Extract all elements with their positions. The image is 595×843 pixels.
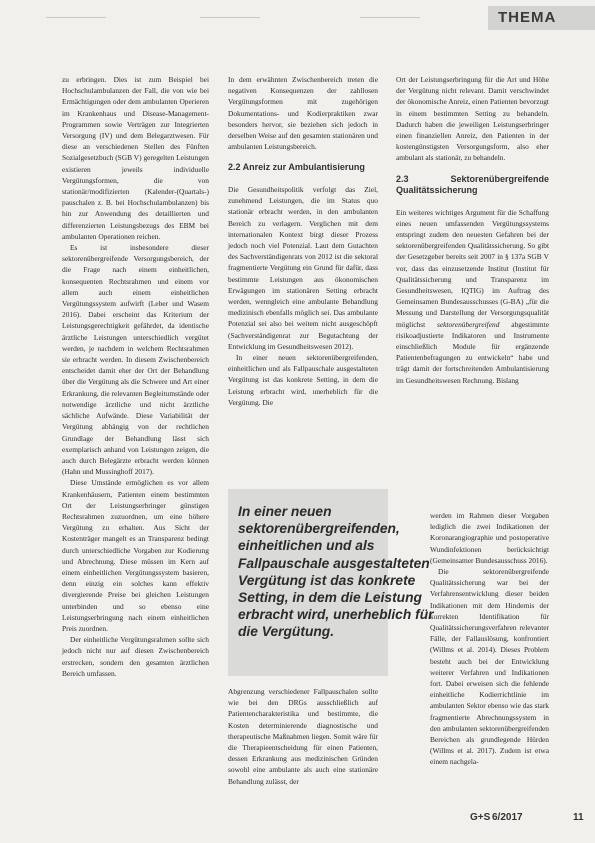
journal-logo: G+S (470, 812, 491, 823)
column-1 (62, 74, 209, 679)
paragraph: werden im Rahmen dieser Vorgaben lediglich die zwei Indikationen der Koronarangiographie und postoperative Wundinfektionen berücksichtigt (Gemeinsamer Bundesausschuss 2016). (430, 511, 549, 565)
paragraph: Es ist insbesondere dieser sektorenübergreifende Versorgungsbereich, der die Frage nach einem einheitlichen, konsequenten Rechtsrahmen und einem vor allem auch einem einheitlichen Vergütungssystem aufwirft (Leber und Wasem 2016). Dabei erscheint das Kriterium der Leistungsgerechtigkeit gefährdet, da identische ärztliche Leistungen unterschiedlich vergütet werden, je nachdem in welchem Rechtsrahmen sie erbracht werden. In diesem Zwischenbereich entscheidet damit eher der Ort der Behandlung über die Vergütung als die Schwere und Art einer Erkrankung, die relevanten Begleitumstände oder notwendige ärztliche und nicht ärztliche sächliche Aufwände. Diese Variabilität der Vergütung abhängig von der rechtlichen Grundlage der Behandlung lässt sich exemplarisch anhand von Leistungen zeigen, die auch durch Belegärzte erbracht werden können (Hahn und Mussinghoff 2017). (62, 243, 209, 477)
header-rule-left (46, 17, 106, 18)
page-number: 11 (573, 812, 584, 823)
emphasis: sektorenübergreifend (437, 319, 500, 329)
column-2 (228, 74, 378, 408)
section-heading: 2.2 Anreiz zur Ambulantisierung (228, 162, 365, 173)
paragraph: Die Gesundheitspolitik verfolgt das Ziel, zunehmend Leistungen, die im Status quo stationär erbracht werden, in den ambulanten Bereich zu verlagern. Verglichen mit dem internationalen Kontext birgt dieser Prozess jedoch noch viel Potenzial. Laut dem Gutachten des Sachverständigenrats von 2012 ist die sektoral fragmentierte Vergütung ein Grund für dafür, dass bestimmte Leistungen aus ökonomischen Erwägungen im stationären Setting erbracht werden, wenngleich eine ambulante Behandlung medizinisch ebenfalls möglich sei. Das ambulante Potenzial sei also bei weitem nicht ausgeschöpft (Sachverständigenrat zur Begutachtung der Entwicklung im Gesundheitswesen 2012). (228, 184, 378, 351)
section-heading: 2.3 Sektorenübergreifende Qualitätssicherung (396, 173, 549, 196)
paragraph: Der einheitliche Vergütungsrahmen sollte sich jedoch nicht nur auf diesen Zwischenbereich erstrecken, sondern den gesamten ärztlichen Bereich umfassen. (62, 635, 209, 678)
paragraph: In einer neuen sektorenübergreifenden, einheitlichen und als Fallpauschale ausgestalteten Vergütung ist das konkrete Setting, in dem die Leistung erbracht wird, unerheblich für die Vergütung. Die (228, 352, 378, 407)
paragraph: In dem erwähnten Zwischenbereich treten die negativen Konsequenzen der zahllosen Vergütungsformen mit zugehörigen Dokumentations- und Kodierpraktiken zwar besonders hervor, sie beziehen sich jedoch in derselben Weise auf den gesamten stationären und ambulanten Leistungsbereich. (228, 75, 378, 152)
section-label: THEMA (488, 6, 595, 30)
pull-quote: In einer neuen sektorenübergreifenden, einheitlichen und als Fallpauschale ausgestalteten Vergütung ist das konkrete Setting, in dem die Leistung erbracht wird, unerheblich für die Vergütung. (238, 504, 434, 640)
paragraph: Ort der Leistungserbringung für die Art und Höhe der Vergütung nicht relevant. Damit verschwindet der ökonomische Anreiz, einen Patienten bevorzugt in einem bestimmten Setting zu behandeln. Dadurch haben die jeweiligen Leistungserbringer einen finanziellen Anreiz, den Patienten in der kostengünstigsten Versorgungsform, also eher ambulant als stationär, zu behandeln. (396, 75, 549, 163)
paragraph: Die sektorenübergreifende Qualitätssicherung war bei der Verfahrensentwicklung dieser beiden Indikationen mit dem Hindernis der korrekten Identifikation für Qualitätssicherungsverfahren relevanter Fälle, der Fallauslösung, konfrontiert (Willms et al. 2014). Dieses Problem besteht auch bei der Entwicklung weiterer Verfahren und Indikationen fort. Dabei erweisen sich die fehlende einheitliche Kodierrichtlinie im ambulanten Sektor ebenso wie das stark fragmentierte Abrechnungssystem in den ambulanten sektorenübergreifenden Bereichen als grundlegende Hürden (Willms et al. 2017). Zudem ist etwa einem nachgela- (430, 567, 549, 767)
column-2-continued (228, 686, 378, 787)
paragraph: zu erbringen. Dies ist zum Beispiel bei Hochschulambulanzen der Fall, die von wie bei Ermächtigungen oder dem ambulanten Operieren im Krankenhaus und Disease-Management-Programmen sowie Verträgen zur Integrierten Versorgung (IV) und dem Belegarztwesen. Für diese an verschiedenen Stellen des Fünften Sozialgesetzbuch (SGB V) geregelten Leistungen existieren jeweils individuelle Vergütungsformen, die von stationär/modifizierten (Kalender-(Quartals-) pauschalen z. B. bei Hochschulambulanzen) bis hin zur Anwendung des detaillierten und differenzierten Leistungsbezugs des EBM bei ambulanten Operationen reichen. (62, 75, 209, 241)
header-rule-right (360, 17, 420, 18)
paragraph: Ein weiteres wichtiges Argument für die Schaffung eines neuen umfassenden Vergütungssystems entspringt zudem den neuesten Gefahren bei der sektorenübergreifenden Qualitätssicherung. So gibt der Gesetzgeber bereits seit 2007 in § 137a SGB V vor, dass das einzusetzende Institut (Institut für Qualitätssicherung und Transparenz im Gesundheitswesen, IQTIG) im Auftrag des Gemeinsamen Bundesausschusses (G-BA) „für die Messung und Darstellung der Versorgungsqualität möglichst sektorenübergreifend abgestimmte risikoadjustierte Indikatoren und Instrumente einschließlich Module für ergänzende Patientenbefragungen zu entwickeln“ habe und trägt damit der fortschreitenden Ambulantisierung im Gesundheitswesen Rechnung. Bislang (396, 207, 549, 385)
pull-quote-box (228, 489, 434, 676)
paragraph: Diese Umstände ermöglichen es vor allem Krankenhäusern, Patienten einem bestimmten Ort der Leistungserbringer günstigen Rechtsrahmen zuzuordnen, um eine höhere Vergütung zu erhalten. Aus Sicht der Kostenträger mangelt es an Transparenz bedingt durch unterschiedliche Vorgaben zur Kodierung und Abrechnung. Diese müssen im Kern auf einem einheitlichen Vergütungssystem basieren, denn einzig ein solches kann effektiv divergierende Preise bei gleichen Leistungen unterbinden und so ebenso eine Leistungserbringung nach einem einheitlichen Preis zuordnen. (62, 478, 209, 633)
column-3-continued (430, 510, 549, 768)
header-rule-mid (200, 17, 260, 18)
column-3 (396, 74, 549, 386)
issue-number: 6/2017 (492, 812, 523, 823)
paragraph: Abgrenzung verschiedener Fallpauschalen sollte wie bei den DRGs ausschließlich auf Patientencharakteristika und bestimmte, die Kosten determinierende diagnostische und therapeutische Maßnahmen liegen. Somit wäre für die Therapieentscheidung für einen Patienten, dessen Erkrankung aus medizinischen Gründen sowohl eine ambulante als auch eine stationäre Behandlung zulässt, der (228, 687, 378, 786)
